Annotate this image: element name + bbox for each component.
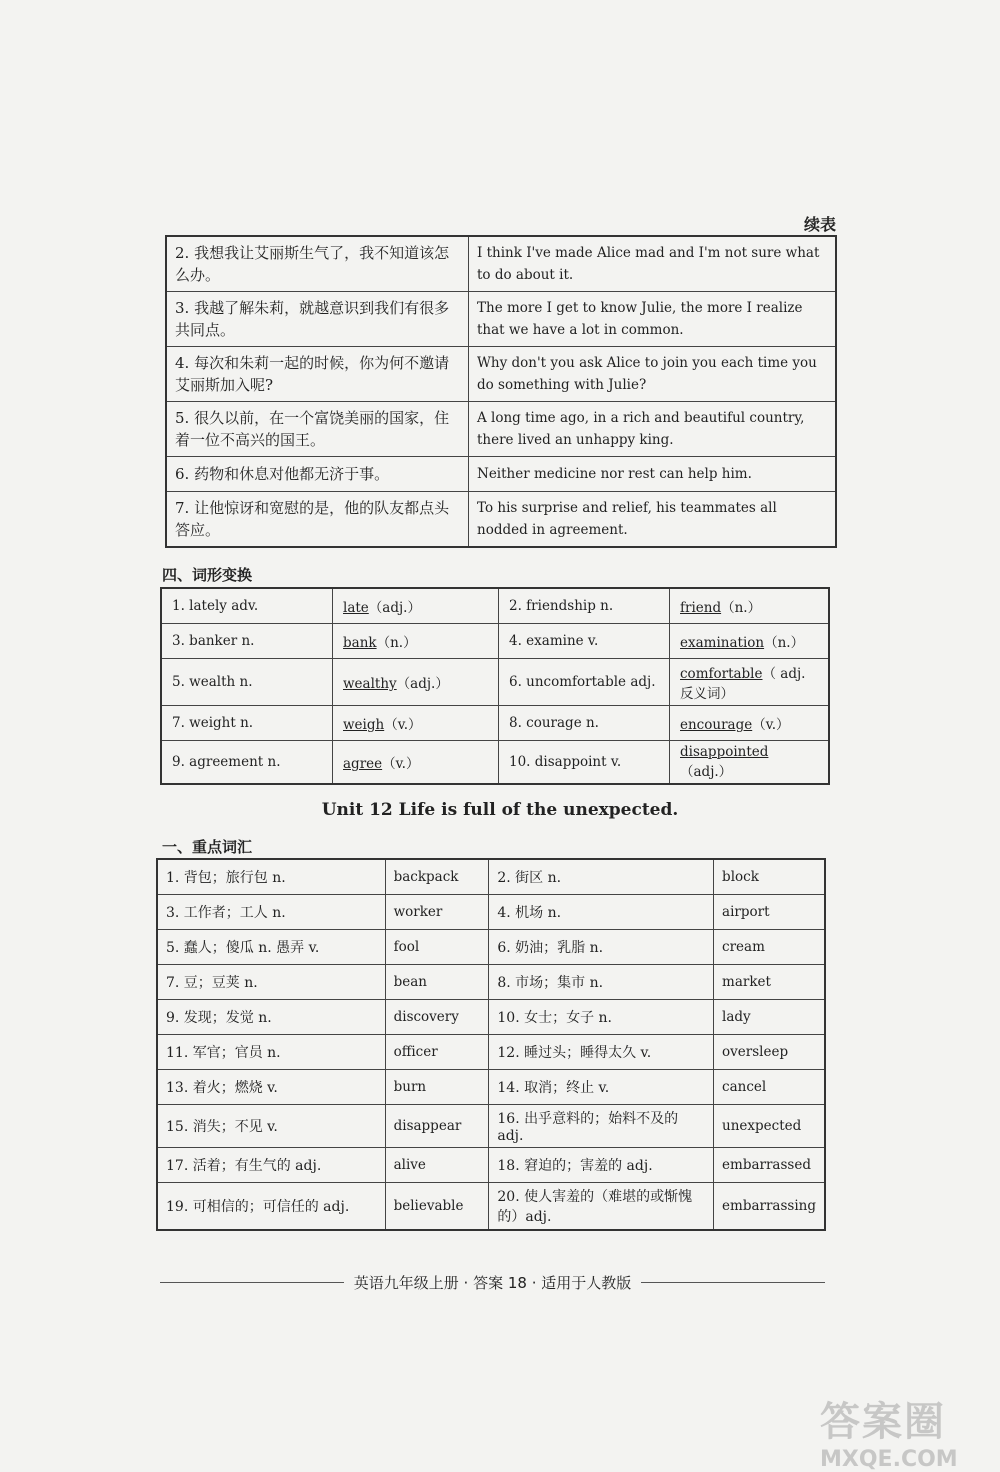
vocab-english: market (714, 965, 825, 1000)
vocab-chinese: 12. 睡过头；睡得太久 v. (489, 1035, 714, 1070)
word-form-answer: agree (343, 756, 383, 772)
word-form-answer: wealthy (343, 676, 397, 692)
word-form-answer-cell (670, 706, 830, 741)
table-row (161, 659, 829, 706)
word-form-hint: （adj.） (396, 676, 449, 692)
word-form-answer: encourage (680, 717, 753, 733)
word-form-hint: （v.） (384, 717, 422, 733)
table-row (166, 236, 836, 292)
vocab-chinese: 4. 机场 n. (489, 895, 714, 930)
table-row (157, 1148, 825, 1183)
table-row (166, 292, 836, 347)
vocab-english: worker (385, 895, 489, 930)
table-row (157, 1183, 825, 1231)
vocab-chinese: 13. 着火；燃烧 v. (157, 1070, 385, 1105)
word-form-prompt: 9. agreement n. (161, 741, 333, 785)
word-form-prompt: 8. courage n. (499, 706, 670, 741)
vocab-english: backpack (385, 859, 489, 895)
footer-rule-right (641, 1282, 825, 1283)
footer-rule-left (160, 1282, 344, 1283)
word-form-prompt: 2. friendship n. (499, 588, 670, 624)
table-row (166, 347, 836, 402)
table-row (161, 624, 829, 659)
vocab-chinese: 18. 窘迫的；害羞的 adj. (489, 1148, 714, 1183)
table-row (157, 1035, 825, 1070)
vocab-chinese: 16. 出乎意料的；始料不及的 adj. (489, 1105, 714, 1148)
table-row (157, 965, 825, 1000)
word-form-answer-cell (670, 659, 830, 706)
vocab-chinese: 15. 消失；不见 v. (157, 1105, 385, 1148)
word-form-prompt: 7. weight n. (161, 706, 333, 741)
chinese-sentence: 3. 我越了解朱莉，就越意识到我们有很多共同点。 (166, 292, 469, 347)
word-form-answer-cell (333, 706, 499, 741)
word-form-hint: （n.） (376, 635, 417, 651)
word-form-hint: （v.） (382, 756, 420, 772)
vocab-chinese: 5. 蠢人；傻瓜 n. 愚弄 v. (157, 930, 385, 965)
sentence-translation-table (165, 235, 837, 548)
english-sentence: To his surprise and relief, his teammates all nodded in agreement. (469, 492, 837, 548)
table-row (161, 706, 829, 741)
word-form-answer: comfortable (680, 666, 763, 682)
vocab-chinese: 7. 豆；豆荚 n. (157, 965, 385, 1000)
word-form-answer-cell (333, 624, 499, 659)
table-row (157, 859, 825, 895)
word-form-prompt: 10. disappoint v. (499, 741, 670, 785)
vocab-english: officer (385, 1035, 489, 1070)
table-row (157, 1105, 825, 1148)
table-row (157, 930, 825, 965)
word-form-answer-cell (670, 741, 830, 785)
word-form-answer-cell (670, 624, 830, 659)
vocab-english: block (714, 859, 825, 895)
vocab-english: embarrassing (714, 1183, 825, 1231)
vocab-chinese: 6. 奶油；乳脂 n. (489, 930, 714, 965)
word-form-answer-cell (333, 741, 499, 785)
vocab-english: fool (385, 930, 489, 965)
vocabulary-table (156, 858, 826, 1231)
vocab-english: burn (385, 1070, 489, 1105)
vocab-chinese: 10. 女士；女子 n. (489, 1000, 714, 1035)
vocab-chinese: 11. 军官；官员 n. (157, 1035, 385, 1070)
vocab-english: airport (714, 895, 825, 930)
english-sentence: Neither medicine nor rest can help him. (469, 457, 837, 492)
vocab-english: discovery (385, 1000, 489, 1035)
table-row (166, 457, 836, 492)
vocab-english: believable (385, 1183, 489, 1231)
word-form-prompt: 6. uncomfortable adj. (499, 659, 670, 706)
word-form-prompt: 3. banker n. (161, 624, 333, 659)
vocab-english: lady (714, 1000, 825, 1035)
word-form-answer-cell (333, 659, 499, 706)
word-form-answer: bank (343, 635, 377, 651)
chinese-sentence: 2. 我想我让艾丽斯生气了，我不知道该怎么办。 (166, 236, 469, 292)
section-heading-word-forms: 四、词形变换 (162, 566, 253, 584)
vocab-english: oversleep (714, 1035, 825, 1070)
english-sentence: Why don't you ask Alice to join you each time you do something with Julie? (469, 347, 837, 402)
table-row (157, 1070, 825, 1105)
vocab-english: cancel (714, 1070, 825, 1105)
word-form-answer-cell (333, 588, 499, 624)
table-row (157, 1000, 825, 1035)
word-form-hint: （v.） (752, 717, 790, 733)
site-watermark (820, 1390, 1000, 1470)
vocab-chinese: 14. 取消；终止 v. (489, 1070, 714, 1105)
vocab-english: bean (385, 965, 489, 1000)
english-sentence: A long time ago, in a rich and beautiful country, there lived an unhappy king. (469, 402, 837, 457)
word-form-prompt: 5. wealth n. (161, 659, 333, 706)
chinese-sentence: 6. 药物和休息对他都无济于事。 (166, 457, 469, 492)
table-row (166, 402, 836, 457)
vocab-english: embarrassed (714, 1148, 825, 1183)
word-form-answer: disappointed (680, 744, 769, 760)
word-form-answer-cell (670, 588, 830, 624)
page-footer (160, 1270, 825, 1294)
watermark-text: 答案圈 (820, 1399, 946, 1445)
word-form-answer: late (343, 600, 369, 616)
vocab-chinese: 8. 市场；集市 n. (489, 965, 714, 1000)
continued-label: 续表 (803, 215, 836, 234)
word-form-hint: （n.） (721, 600, 762, 616)
table-row (157, 895, 825, 930)
word-form-answer: friend (680, 600, 722, 616)
word-form-hint: （ adj. 反义词） (680, 666, 806, 702)
unit-title: Unit 12 Life is full of the unexpected. (321, 800, 679, 820)
english-sentence: The more I get to know Julie, the more I realize that we have a lot in common. (469, 292, 837, 347)
watermark-url: MXQE.COM (820, 1447, 958, 1472)
word-form-answer: examination (680, 635, 765, 651)
vocab-english: disappear (385, 1105, 489, 1148)
chinese-sentence: 5. 很久以前，在一个富饶美丽的国家，住着一位不高兴的国王。 (166, 402, 469, 457)
vocab-english: alive (385, 1148, 489, 1183)
word-form-prompt: 4. examine v. (499, 624, 670, 659)
word-form-hint: （adj.） (680, 764, 733, 780)
word-form-answer: weigh (343, 717, 385, 733)
english-sentence: I think I've made Alice mad and I'm not sure what to do about it. (469, 236, 837, 292)
word-form-table (160, 587, 830, 785)
vocab-chinese: 20. 使人害羞的（难堪的或惭愧的）adj. (489, 1183, 714, 1231)
word-form-hint: （adj.） (368, 600, 421, 616)
vocab-english: cream (714, 930, 825, 965)
table-row (166, 492, 836, 548)
vocab-chinese: 19. 可相信的；可信任的 adj. (157, 1183, 385, 1231)
vocab-english: unexpected (714, 1105, 825, 1148)
footer-text: 英语九年级上册 · 答案 18 · 适用于人教版 (353, 1273, 632, 1292)
vocab-chinese: 2. 街区 n. (489, 859, 714, 895)
vocab-chinese: 17. 活着；有生气的 adj. (157, 1148, 385, 1183)
chinese-sentence: 4. 每次和朱莉一起的时候，你为何不邀请艾丽斯加入呢? (166, 347, 469, 402)
section-heading-key-vocab: 一、重点词汇 (162, 838, 253, 856)
vocab-chinese: 3. 工作者；工人 n. (157, 895, 385, 930)
word-form-hint: （n.） (764, 635, 805, 651)
word-form-prompt: 1. lately adv. (161, 588, 333, 624)
vocab-chinese: 1. 背包；旅行包 n. (157, 859, 385, 895)
table-row (161, 741, 829, 785)
table-row (161, 588, 829, 624)
chinese-sentence: 7. 让他惊讶和宽慰的是，他的队友都点头答应。 (166, 492, 469, 548)
vocab-chinese: 9. 发现；发觉 n. (157, 1000, 385, 1035)
